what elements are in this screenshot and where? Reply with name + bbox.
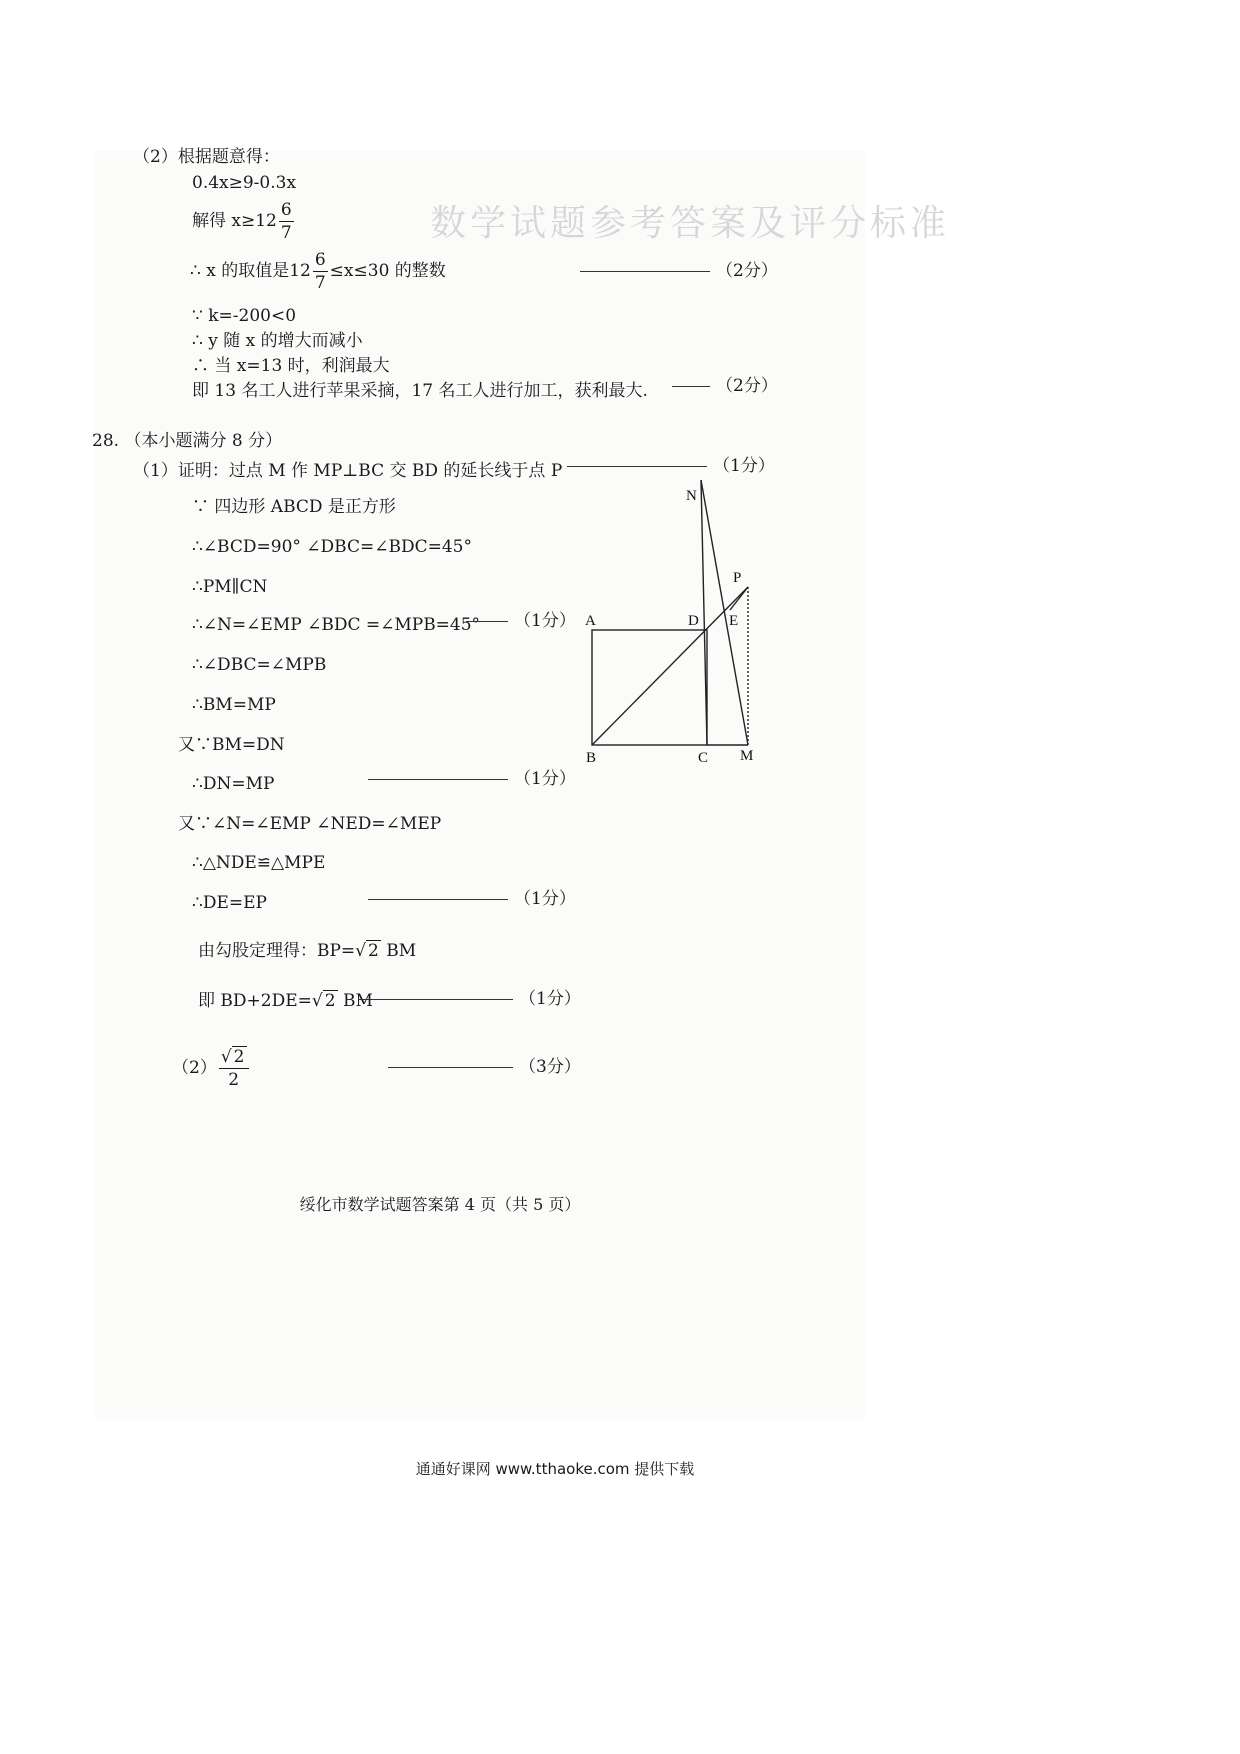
answer-numerator: √ 2 (219, 1049, 249, 1069)
decreasing-line: ∴ y 随 x 的增大而减小 (192, 331, 363, 351)
proof-bm-mp: ∴BM=MP (192, 695, 276, 715)
proof-intro: （1）证明：过点 M 作 MP⊥BC 交 BD 的延长线于点 P (133, 461, 563, 481)
question-28-heading: 28. （本小题满分 8 分） (92, 431, 283, 451)
score-conclusion: （2分） (672, 375, 778, 397)
conclusion-line: 即 13 名工人进行苹果采摘，17 名工人进行加工，获利最大. (192, 381, 648, 401)
proof-angles: ∴∠BCD=90° ∠DBC=∠BDC=45° (192, 537, 472, 557)
label-m: M (740, 748, 754, 764)
page-footer: 绥化市数学试题答案第 4 页（共 5 页） (299, 1195, 581, 1214)
k-line: ∵ k=-200<0 (192, 306, 297, 326)
score-dn-mp: （1分） (368, 768, 576, 790)
range-line (190, 246, 446, 296)
max-profit-line: ∴ 当 x=13 时，利润最大 (192, 356, 390, 376)
proof-pythagoras (198, 940, 416, 962)
label-e: E (729, 613, 739, 629)
score-part2: （3分） (388, 1056, 581, 1078)
proof-final (198, 990, 373, 1012)
answer-denominator: 2 (228, 1069, 240, 1090)
range-text-pre: ∴ x 的取值是12 (190, 261, 311, 281)
proof-square: ∵ 四边形 ABCD 是正方形 (192, 497, 396, 517)
answer-fraction (219, 1046, 249, 1090)
proof-angle-equal: ∴∠N=∠EMP ∠BDC =∠MPB=45° (192, 615, 481, 635)
score-proof-intro: （1分） (567, 455, 775, 477)
proof-de-ep: ∴DE=EP (192, 893, 267, 913)
fraction-six-sevenths (279, 199, 294, 243)
line-nc (701, 480, 707, 745)
bleed-through-title: 数学试题参考答案及评分标准 (430, 203, 951, 244)
proof-bm-dn: 又∵BM=DN (178, 735, 285, 755)
proof-dbc-mpb: ∴∠DBC=∠MPB (192, 655, 327, 675)
part2-label: （2） (172, 1058, 217, 1078)
solution-line (192, 196, 296, 246)
part2-heading: （2）根据题意得： (133, 147, 280, 167)
sqrt-two: √ 2 (355, 941, 379, 961)
label-p: P (733, 570, 742, 586)
sqrt-two-2: √ 2 (311, 991, 336, 1011)
label-a: A (585, 613, 596, 629)
site-footer: 通通好课网 www.tthaoke.com 提供下载 (415, 1460, 695, 1478)
solution-text: 解得 x≥12 (192, 211, 277, 231)
proof-angle-pair: 又∵∠N=∠EMP ∠NED=∠MEP (178, 814, 442, 834)
label-b: B (586, 750, 597, 766)
sqrt-radicand-2: 2 (324, 991, 336, 1011)
fraction-six-sevenths-2 (313, 249, 328, 293)
proof-parallel: ∴PM∥CN (192, 577, 268, 597)
geometry-diagram (570, 470, 770, 770)
score-de-ep: （1分） (368, 888, 576, 910)
bm-label: BM (386, 941, 417, 961)
bm-label-2: BM (342, 991, 373, 1011)
score-proof-final: （1分） (358, 988, 581, 1010)
label-c: C (698, 750, 709, 766)
label-n: N (686, 488, 697, 504)
line-bp (592, 587, 748, 745)
line-ep (730, 587, 748, 610)
fraction-numerator: 6 (280, 199, 292, 220)
range-text-post: ≤x≤30 的整数 (329, 261, 446, 281)
sqrt-radicand: 2 (368, 941, 379, 961)
final-text: 即 BD+2DE= (198, 991, 312, 1011)
proof-dn-mp: ∴DN=MP (192, 774, 275, 794)
inequality: 0.4x≥9-0.3x (192, 173, 297, 193)
score-range: （2分） (580, 260, 778, 282)
line-nm (701, 480, 748, 745)
fraction-denominator: 7 (280, 222, 292, 243)
fraction-denominator-2: 7 (314, 272, 326, 293)
pythagoras-text: 由勾股定理得：BP= (198, 941, 356, 961)
label-d: D (688, 613, 699, 629)
part2-answer (172, 1040, 251, 1096)
proof-congruent: ∴△NDE≌△MPE (192, 853, 326, 873)
score-angle-equal: （1分） (466, 610, 576, 632)
fraction-numerator-2: 6 (314, 249, 326, 270)
